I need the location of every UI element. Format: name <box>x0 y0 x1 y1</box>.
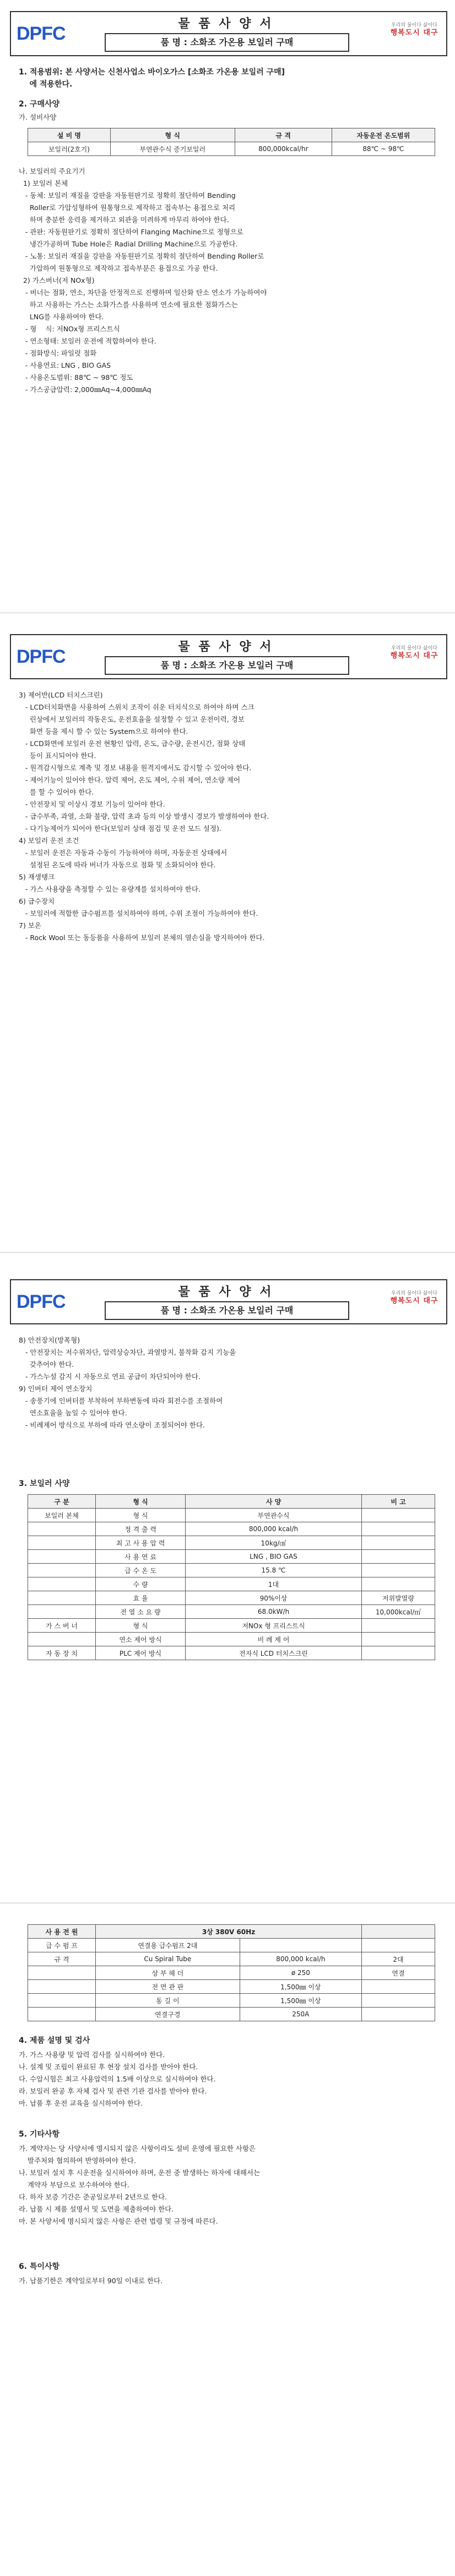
brand-mark: 우리의 물이다 삶이다 행복도시 대구 <box>390 1291 438 1305</box>
doc-title: 물 품 사 양 서 <box>178 17 274 31</box>
page-3 <box>0 1257 455 1897</box>
item-name: 품 명 : 소화조 가온용 보일러 구매 <box>105 33 349 52</box>
table-row: 최 고 사 용 압 력 10kg/㎠ <box>28 1536 435 1550</box>
table-row: 연소 제어 방식 비 례 제 어 <box>28 1633 435 1646</box>
main-components-text: 나. 보일러의 주요기기 1) 보일러 본체 - 동체: 보일러 재질을 강판을 자동원판기로 정확히 절단하여 Bending Roller로 가압성형하여 원통형으로 제작하고 접속부는 용접으로 처리 하며 충분한 응력을 제거하고 외관을 미려하게 마무리 하여야 한다. - 관판: 자동원판기로 정확히 절단하여 Flanging Machine으로 정형으로 냉간가공하며 Tube Hole은 Radial Drilling Machine으로 가공한다. - 노통: 보일러 재질을 강판을 자동원판기로 정확히 절단하여 Bending Roller로 가압하여 원통형으로 제작하고 접속부분은 용접으로 가공 한다. 2) 가스버너(저 NOx형) - 버너는 점화, 연소, 차단을 안정적으로 진행하며 일산화 탄소 연소가 가능하여야 하고 사용하는 가스는 소화가스를 사용하며 연소에 필요한 점화가스는 LNG를 사용하여야 한다. - 형 식: 저NOx형 프리스트식 - 연소형태: 보일러 운전에 적합하여야 한다. - 점화방식: 파일럿 점화 - 사용연료: LNG , BIO GAS - 사용온도범위: 88℃ ~ 98℃ 정도 - 가스공급압력: 2,000㎜Aq~4,000㎜Aq <box>19 167 267 394</box>
table-row: 상 부 헤 더 ø 250 연결 <box>28 1966 435 1980</box>
page-2 <box>0 618 455 1246</box>
table-row: 보일러 본체 형 식 부연관수식 <box>28 1509 435 1522</box>
section-purchase-spec: 2. 구매사양 <box>19 100 60 109</box>
pump-spec-table: 사 용 전 원 3상 380V 60Hz 급 수 펌 프 연결용 급수펌프 2대 규 격 Cu Spiral Tube 800,000 kcal/h 2대 상 부 헤 더 ø 250 연결 전 면 관 판 1,500㎜ 이상 동 길 이 1,500㎜ 이상 연결구경 250A <box>28 1924 435 2021</box>
col-spec: 규 격 <box>235 128 332 142</box>
document-header <box>10 634 447 679</box>
item-name: 품 명 : 소화조 가온용 보일러 구매 <box>105 656 349 675</box>
table-row: 규 격 Cu Spiral Tube 800,000 kcal/h 2대 <box>28 1952 435 1966</box>
table-row: 전 면 관 판 1,500㎜ 이상 <box>28 1980 435 1994</box>
control-panel-text: 3) 제어반(LCD 터치스크린) - LCD터치화면을 사용하여 스위치 조작이 쉬운 터치식으로 하여야 하며 스크 린상에서 보일러의 작동온도, 운전효율을 설정할 수 있고 운전이력, 경보 화면 등을 제시 할 수 있는 System으로 하여야 한다. - LCD화면에 보일러 운전 현황인 압력, 온도, 급수량, 운전시간, 점화 상태 등이 표시되어야 한다. - 원격감시형으로 계측 및 경보 내용을 원격지에서도 감시할 수 있어야 한다. - 제어기능이 있어야 한다. 압력 제어, 온도 제어, 수위 제어, 연소량 제어 를 할 수 있어야 한다. - 안전장치 및 이상시 경보 기능이 있어야 한다. - 급수부족, 과열, 소화 불량, 압력 초과 등의 이상 발생시 경보가 발생하여야 한다. - 다기능제어가 되어야 한다(보일러 상태 점검 및 운전 모드 설정). 4) 보일러 운전 조건 - 보일러 운전은 자동과 수동이 가능하여야 하며, 자동운전 상태에서 설정된 온도에 따라 버너가 자동으로 점화 및 소화되어야 한다. 5) 재생탱크 - 가스 사용량을 측정할 수 있는 유량계를 설치하여야 한다. 6) 급수장치 - 보일러에 적합한 급수펌프를 설치하여야 하며, 수위 조절이 가능하여야 한다. 7) 보온 - Rock Wool 또는 동등품을 사용하여 보일러 본체의 열손실을 방지하여야 한다. <box>19 691 269 942</box>
table-row: 급 수 온 도 15.8 ℃ <box>28 1564 435 1577</box>
table-row: 사 용 연 료 LNG , BIO GAS <box>28 1550 435 1564</box>
inspection-text: 가. 가스 사용량 및 압력 검사를 실시하여야 한다. 나. 설계 및 조립이 완료된 후 현장 설치 검사를 받아야 한다. 다. 수압시험은 최고 사용압력의 1.5배 이상으로 실시하여야 한다. 라. 보일러 완공 후 자체 검사 및 관련 기관 검사를 받아야 한다. 마. 납품 후 운전 교육을 실시하여야 한다. <box>19 2051 216 2107</box>
document-header <box>10 11 447 56</box>
col-equipment: 설 비 명 <box>28 128 111 142</box>
page-1 <box>0 0 455 607</box>
document-header <box>10 1279 447 1324</box>
table-row: 효 율 90%이상 저위발열량 <box>28 1591 435 1605</box>
table-row: 자 동 장 치 PLC 제어 방식 전자식 LCD 터치스크린 <box>28 1646 435 1660</box>
safety-devices-text: 8) 안전장치(방폭형) - 안전장치는 저수위차단, 압력상승차단, 과열방지, 불착화 감지 기능을 갖추어야 한다. - 가스누설 감지 시 자동으로 연료 공급이 차단되어야 한다. 9) 인버터 제어 연소장치 - 송풍기에 인버터를 부착하여 부하변동에 따라 회전수를 조절하여 연소효율을 높일 수 있어야 한다. - 비례제어 방식으로 부하에 따라 연소량이 조절되어야 한다. <box>19 1336 236 1429</box>
table-row: 급 수 펌 프 연결용 급수펌프 2대 <box>28 1939 435 1952</box>
table-row: 동 길 이 1,500㎜ 이상 <box>28 1994 435 2008</box>
doc-title: 물 품 사 양 서 <box>178 640 274 654</box>
page-separator <box>0 1902 455 1904</box>
table-row: 정 격 출 력 800,000 kcal/h <box>28 1522 435 1536</box>
equipment-spec-table <box>28 128 435 156</box>
company-logo: DPFC <box>17 23 66 44</box>
section-inspection: 4. 제품 설명 및 검사 <box>19 2036 90 2045</box>
section-other: 5. 기타사항 <box>19 2130 60 2139</box>
section-scope: 1. 적용범위: 본 사양서는 신천사업소 바이오가스 [소화조 가온용 보일러 구매] 에 적용한다. <box>19 68 285 89</box>
table-row: 수 량 1대 <box>28 1577 435 1591</box>
page-separator <box>0 1252 455 1253</box>
item-name: 품 명 : 소화조 가온용 보일러 구매 <box>105 1301 349 1320</box>
company-logo: DPFC <box>17 1291 66 1312</box>
sub-equipment-spec: 가. 설비사양 <box>19 113 57 121</box>
brand-mark: 우리의 물이다 삶이다 행복도시 대구 <box>390 23 438 37</box>
brand-mark: 우리의 물이다 삶이다 행복도시 대구 <box>390 646 438 660</box>
page-separator <box>0 612 455 614</box>
table-row: 연결구경 250A <box>28 2008 435 2021</box>
company-logo: DPFC <box>17 646 66 667</box>
col-temp-range: 자동운전 온도범위 <box>332 128 435 142</box>
special-text: 가. 납품기한은 계약일로부터 90일 이내로 한다. <box>19 2277 163 2285</box>
table-row: 보일러(2호기) 부연관수식 증기보일러 800,000kcal/hr 88℃ ~ 98℃ <box>28 142 435 156</box>
other-text: 가. 계약자는 당 사양서에 명시되지 않은 사항이라도 설비 운영에 필요한 사항은 발주처와 협의하여 반영하여야 한다. 나. 보일러 설치 후 시운전을 실시하여야 하며, 운전 중 발생하는 하자에 대해서는 계약자 부담으로 보수하여야 한다. 다. 하자 보증 기간은 준공일로부터 2년으로 한다. 라. 납품 시 제품 설명서 및 도면을 제출하여야 한다. 마. 본 사양서에 명시되지 않은 사항은 관련 법령 및 규정에 따른다. <box>19 2144 261 2225</box>
section-special: 6. 특이사항 <box>19 2262 60 2271</box>
col-type: 형 식 <box>110 128 235 142</box>
section-boiler-spec: 3. 보일러 사양 <box>19 1479 70 1488</box>
doc-title: 물 품 사 양 서 <box>178 1285 274 1299</box>
boiler-spec-table: 구 분 형 식 사 양 비 고 보일러 본체 형 식 부연관수식 정 격 출 력 800,000 kcal/h 최 고 사 용 압 력 10kg/㎠ 사 용 연 료 LNG , BIO GAS 급 수 온 도 15.8 ℃ 수 량 1대 효 율 90%이상 저위발열량 전 열 소 요 량 68.0kW/h 10,000kcal/㎥ 가 스 버 너 형 식 저NOx 형 프리스트식 연소 제어 방식 비 례 제 어 자 동 장 치 PLC 제어 방식 전자식 LCD 터치스크린 <box>28 1494 435 1660</box>
table-row: 가 스 버 너 형 식 저NOx 형 프리스트식 <box>28 1619 435 1633</box>
page-4 <box>0 1908 455 2576</box>
table-row: 전 열 소 요 량 68.0kW/h 10,000kcal/㎥ <box>28 1605 435 1619</box>
